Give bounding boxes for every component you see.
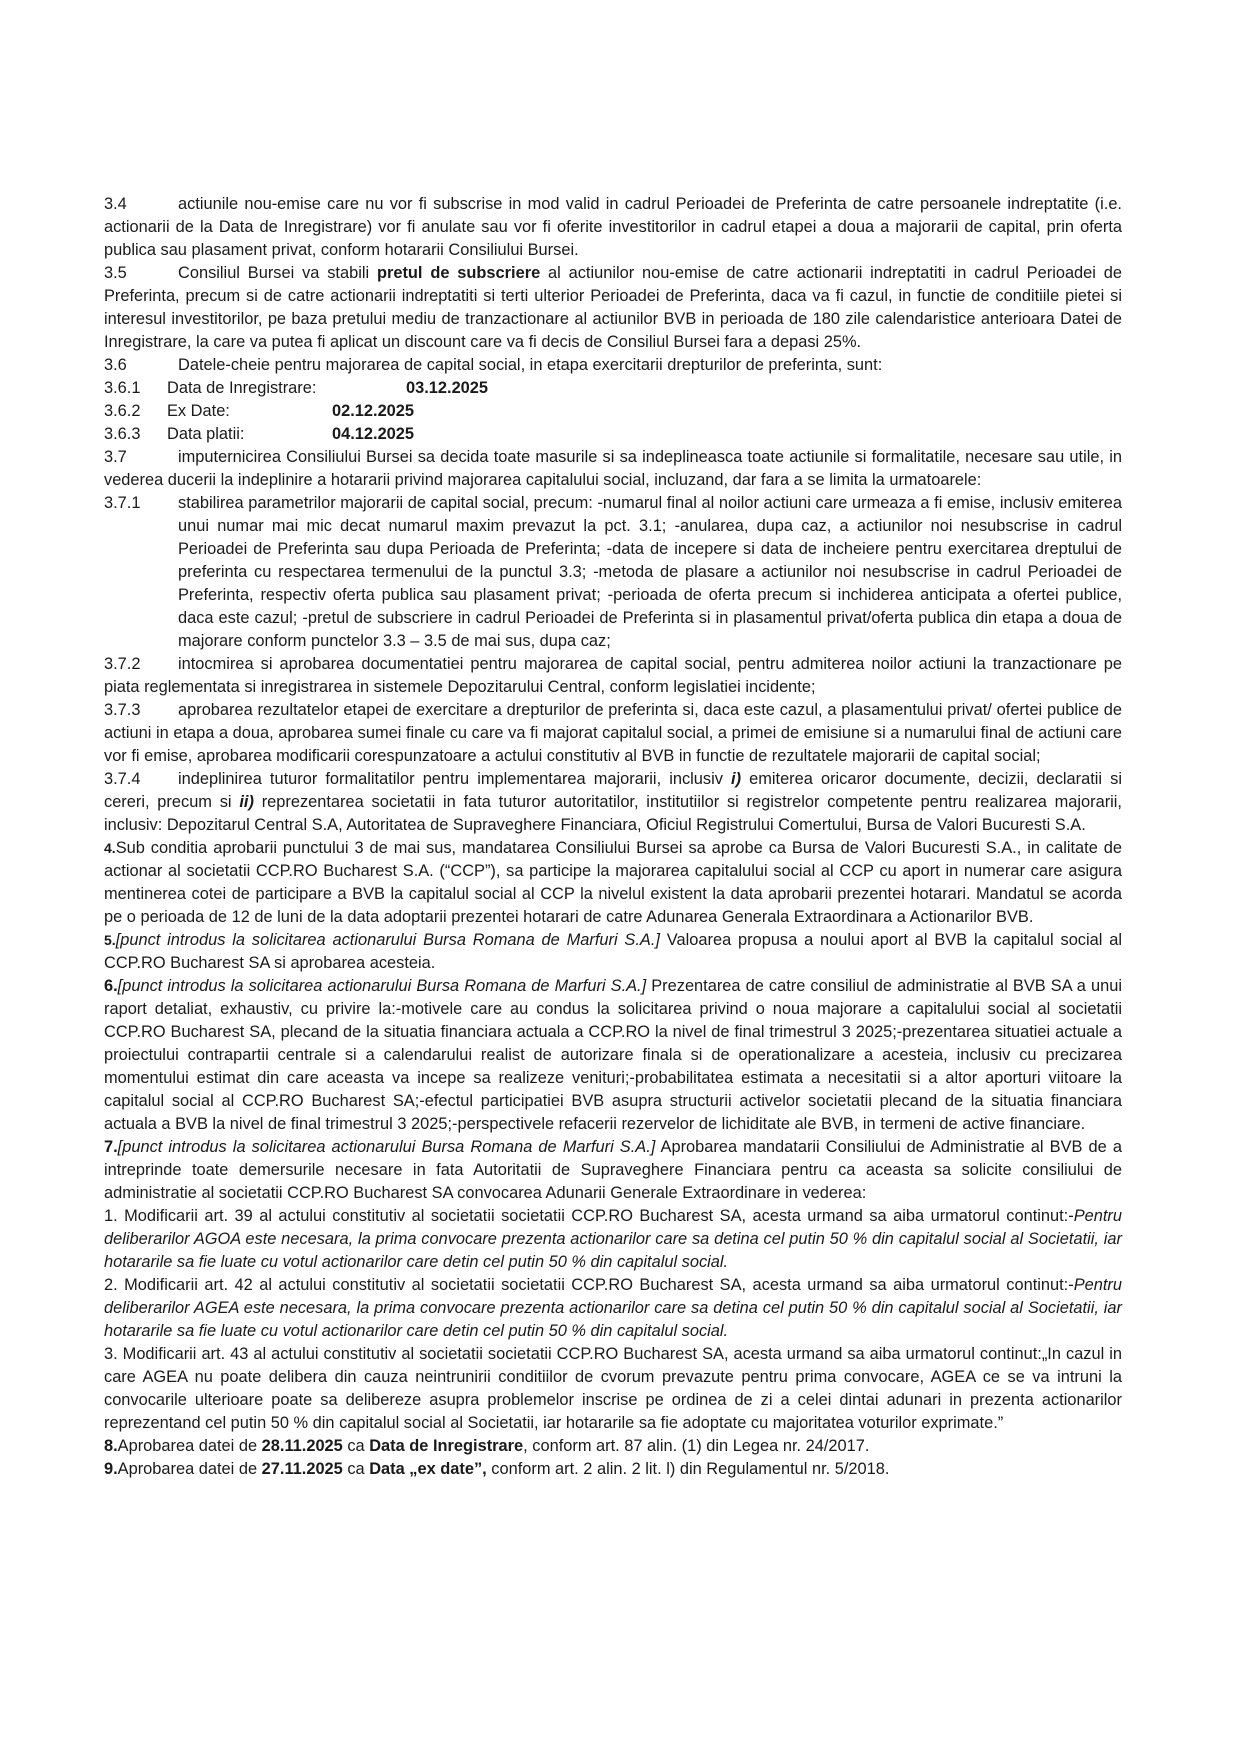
document-page [104,193,1122,1481]
date-label: Data platii: [167,425,245,443]
date-value: 02.12.2025 [332,402,415,420]
item-number: 6. [104,977,118,995]
item-text: Consiliul Bursei va stabili [178,264,377,282]
item-text: Aprobarea datei de [117,1460,262,1478]
item-text: conform art. 2 alin. 2 lit. l) din Regulamentul nr. 5/2018. [486,1460,890,1478]
item-note: [punct introdus la solicitarea actionarului Bursa Romana de Marfuri S.A.] [117,1138,656,1156]
item-text: stabilirea parametrilor majorarii de capital social, precum: -numarul final al noilor actiuni care urmeaza a fi emise, inclusiv emiterea unui numar mai mic decat numarul maxim prevazut la pct. 3.1; -anularea, dupa caz, a actiunilor noi nesubscrise in cadrul Perioadei de Preferinta sau dupa Perioada de Preferinta; -data de incepere si data de incheiere pentru exercitarea dreptului de preferinta cu respectarea termenului de la punctul 3.3; -metoda de plasare a actiunilor noi nesubscrise in cadrul Perioadei de Preferinta, respectiv oferta publica sau plasament privat; -perioada de oferta precum si inchiderea anticipata a ofertei publice, daca este cazul; -pretul de subscriere in cadrul Perioadei de Preferinta si in plasamentul privat/oferta publica din etapa a doua de majorare conform punctelor 3.3 – 3.5 de mai sus, dupa caz; [178,494,1122,650]
quoted-text: Pentru deliberarilor AGEA este necesara, la prima convocare prezenta actionarilor care sa detina cel putin 50 % din capitalul social al Societatii, iar hotararile sa fie luate cu votul actionarilor care detin cel putin 50 % din capitalul social. [104,1276,1122,1340]
item-note: [punct introdus la solicitarea actionarului Bursa Romana de Marfuri S.A.] [115,931,660,949]
date-value: 27.11.2025 [261,1460,343,1478]
item-text: Valoarea propusa a noului aport al BVB la capitalul social al CCP.RO Bucharest SA si aprobarea acesteia. [104,931,1122,972]
date-value: 28.11.2025 [261,1437,343,1455]
item-text: 3. Modificarii art. 43 al actului constitutiv al societatii societatii CCP.RO Bucharest SA, acesta urmand sa aiba urmatorul continut:„In cazul in care AGEA nu poate delibera din cauza neintrunirii conditiilor de cvorum prevazute pentru prima convocare, AGEA ce se va intruni la convocarile ulterioare poate sa delibereze asupra problemelor inscrise pe ordinea de zi a celei dintai adunari in prezenta actionarilor reprezentand cel putin 50 % din capitalul social al Societatii, iar hotararile sa fie adoptate cu majoritatea voturilor exprimate.” [104,1345,1122,1432]
enum-marker: i) [731,770,742,788]
item-text: imputernicirea Consiliului Bursei sa decida toate masurile si sa indeplineasca toate actiunile si formalitatile, necesare sau utile, in vederea ducerii la indeplinire a hotararii privind majorarea capitalului social, incluzand, dar fara a se limita la urmatoarele: [104,448,1122,489]
item-3-6-2 [104,400,1122,423]
item-3-7-1 [104,492,1122,653]
item-text: ca [342,1437,370,1455]
item-text: Aprobarea datei de [117,1437,262,1455]
item-number: 3.6.3 [104,425,141,443]
item-number: 9. [104,1460,118,1478]
item-number: 3.7.1 [104,494,141,512]
item-number: 3.4 [104,195,127,213]
item-text: ca [342,1460,370,1478]
item-text: Aprobarea mandatarii Consiliului de Administratie al BVB de a intreprinde toate demersurile necesare in fata Autoritatii de Supraveghere Financiara pentru ca aceasta sa solicite consiliului de administratie al societatii CCP.RO Bucharest SA convocarea Adunarii Generale Extraordinare in vederea: [104,1138,1122,1202]
item-number: 3.5 [104,264,127,282]
item-text: Datele-cheie pentru majorarea de capital social, in etapa exercitarii drepturilor de preferinta, sunt: [178,356,883,374]
item-text: 1. Modificarii art. 39 al actului constitutiv al societatii societatii CCP.RO Bucharest SA, acesta urmand sa aiba urmatorul continut:- [104,1207,1074,1225]
item-number: 7. [104,1138,118,1156]
enum-marker: ii) [239,793,254,811]
item-note: [punct introdus la solicitarea actionarului Bursa Romana de Marfuri S.A.] [117,977,647,995]
item-8 [104,1435,1122,1458]
item-4 [104,837,1122,929]
date-value: 03.12.2025 [406,379,489,397]
item-number: 3.6.1 [104,379,141,397]
item-text: Prezentarea de catre consiliul de administratie al BVB SA a unui raport detaliat, exhaustiv, cu privire la:-motivele care au condus la solicitarea privind o noua majorare a capitalului social al societatii CCP.RO Bucharest SA, plecand de la situatia financiara actuala a CCP.RO la nivel de final trimestrul 3 2025;-prezentarea situatiei actuale a proiectului contrapartii centrale si a calendarului realist de autorizare finala si de operationalizare a acesteia, inclusiv cu precizarea momentului estimat din care aceasta va incepe sa realizeze venituri;-probabilitatea estimata a necesitatii si a altor aporturi viitoare la capitalul social al CCP.RO Bucharest SA;-efectul participatiei BVB asupra structurii activelor societatii plecand de la situatia financiara actuala a BVB la nivel de final trimestrul 3 2025;-perspectivele refacerii rezervelor de lichiditate ale BVB, in termeni de active financiare. [104,977,1122,1133]
item-6 [104,975,1122,1136]
item-3-7-4 [104,768,1122,837]
item-3-7 [104,446,1122,492]
item-3-7-2 [104,653,1122,699]
item-number: 4. [104,840,116,856]
item-number: 3.6.2 [104,402,141,420]
bold-term: Data „ex date”, [369,1460,487,1478]
item-5 [104,929,1122,975]
item-3-6-3 [104,423,1122,446]
item-number: 3.6 [104,356,127,374]
bold-term: Data de Inregistrare [369,1437,524,1455]
date-value: 04.12.2025 [332,425,415,443]
item-number: 3.7.3 [104,701,141,719]
item-text: intocmirea si aprobarea documentatiei pentru majorarea de capital social, pentru admiterea noilor actiuni la tranzactionare pe piata reglementata si inregistrarea in sistemele Depozitarului Central, conform legislatiei incidente; [104,655,1122,696]
item-number: 5. [104,932,116,948]
item-number: 3.7 [104,448,127,466]
item-3-7-3 [104,699,1122,768]
item-text: emiterea oricaror documente, decizii, declaratii si cereri, precum si [104,770,1122,811]
item-text: , conform art. 87 alin. (1) din Legea nr. 24/2017. [523,1437,870,1455]
item-text: Sub conditia aprobarii punctului 3 de mai sus, mandatarea Consiliului Bursei sa aprobe ca Bursa de Valori Bucuresti S.A., in calitate de actionar al societatii CCP.RO Bucharest S.A. (“CCP”), sa participe la majorarea capitalului social al CCP cu aport in numerar care asigura mentinerea cotei de participare a BVB la capitalul social al CCP la nivelul existent la data aprobarii prezentei hotarari. Mandatul se acorda pe o perioada de 12 de luni de la data adoptarii prezentei hotarari de catre Adunarea Generala Extraordinara a Actionarilor BVB. [104,839,1122,926]
quoted-text: Pentru deliberarilor AGOA este necesara, la prima convocare prezenta actionarilor care sa detina cel putin 50 % din capitalul social al Societatii, iar hotararile sa fie luate cu votul actionarilor care detin cel putin 50 % din capitalul social. [104,1207,1122,1271]
item-text: reprezentarea societatii in fata tuturor autoritatilor, institutiilor si registrelor competente pentru realizarea majorarii, inclusiv: Depozitarul Central S.A, Autoritatea de Supraveghere Financiara, Oficiul Registrului Comertului, Bursa de Valori Bucuresti S.A. [104,793,1122,834]
date-label: Ex Date: [167,402,230,420]
item-text: 2. Modificarii art. 42 al actului constitutiv al societatii societatii CCP.RO Bucharest SA, acesta urmand sa aiba urmatorul continut:- [104,1276,1074,1294]
item-7-2 [104,1274,1122,1343]
item-text: al actiunilor nou-emise de catre actionarii indreptatiti in cadrul Perioadei de Preferinta, precum si de catre actionarii indreptatiti si terti ulterior Perioadei de Preferinta, daca va fi cazul, in functie de conditiile pietei si interesul investitorilor, pe baza pretului mediu de tranzactionare al actiunilor BVB in perioada de 180 zile calendaristice anterioara Datei de Inregistrare, la care va putea fi aplicat un discount care va fi decis de Consiliul Bursei fara a depasi 25%. [104,264,1122,351]
item-7-1 [104,1205,1122,1274]
item-7 [104,1136,1122,1205]
item-number: 3.7.4 [104,770,141,788]
item-3-4 [104,193,1122,262]
item-3-6-1 [104,377,1122,400]
item-7-3 [104,1343,1122,1435]
item-text: indeplinirea tuturor formalitatilor pentru implementarea majorarii, inclusiv [178,770,732,788]
item-3-5 [104,262,1122,354]
item-9 [104,1458,1122,1481]
item-text: aprobarea rezultatelor etapei de exercitare a drepturilor de preferinta si, daca este cazul, a plasamentului privat/ ofertei publice de actiuni in etapa a doua, aprobarea sumei finale cu care va fi majorat capitalul social, a primei de emisiune si a numarului final de actiuni care vor fi emise, aprobarea modificarii corespunzatoare a actului constitutiv al BVB in functie de rezultatele majorarii de capital social; [104,701,1122,765]
item-number: 3.7.2 [104,655,141,673]
item-text: actiunile nou-emise care nu vor fi subscrise in mod valid in cadrul Perioadei de Preferinta de catre persoanele indreptatite (i.e. actionarii de la Data de Inregistrare) vor fi anulate sau vor fi oferite investitorilor in cadrul etapei a doua a majorarii de capital, prin oferta publica sau plasament privat, conform hotararii Consiliului Bursei. [104,195,1122,259]
bold-term: pretul de subscriere [376,264,541,282]
item-number: 8. [104,1437,118,1455]
date-label: Data de Inregistrare: [167,379,317,397]
item-3-6 [104,354,1122,377]
